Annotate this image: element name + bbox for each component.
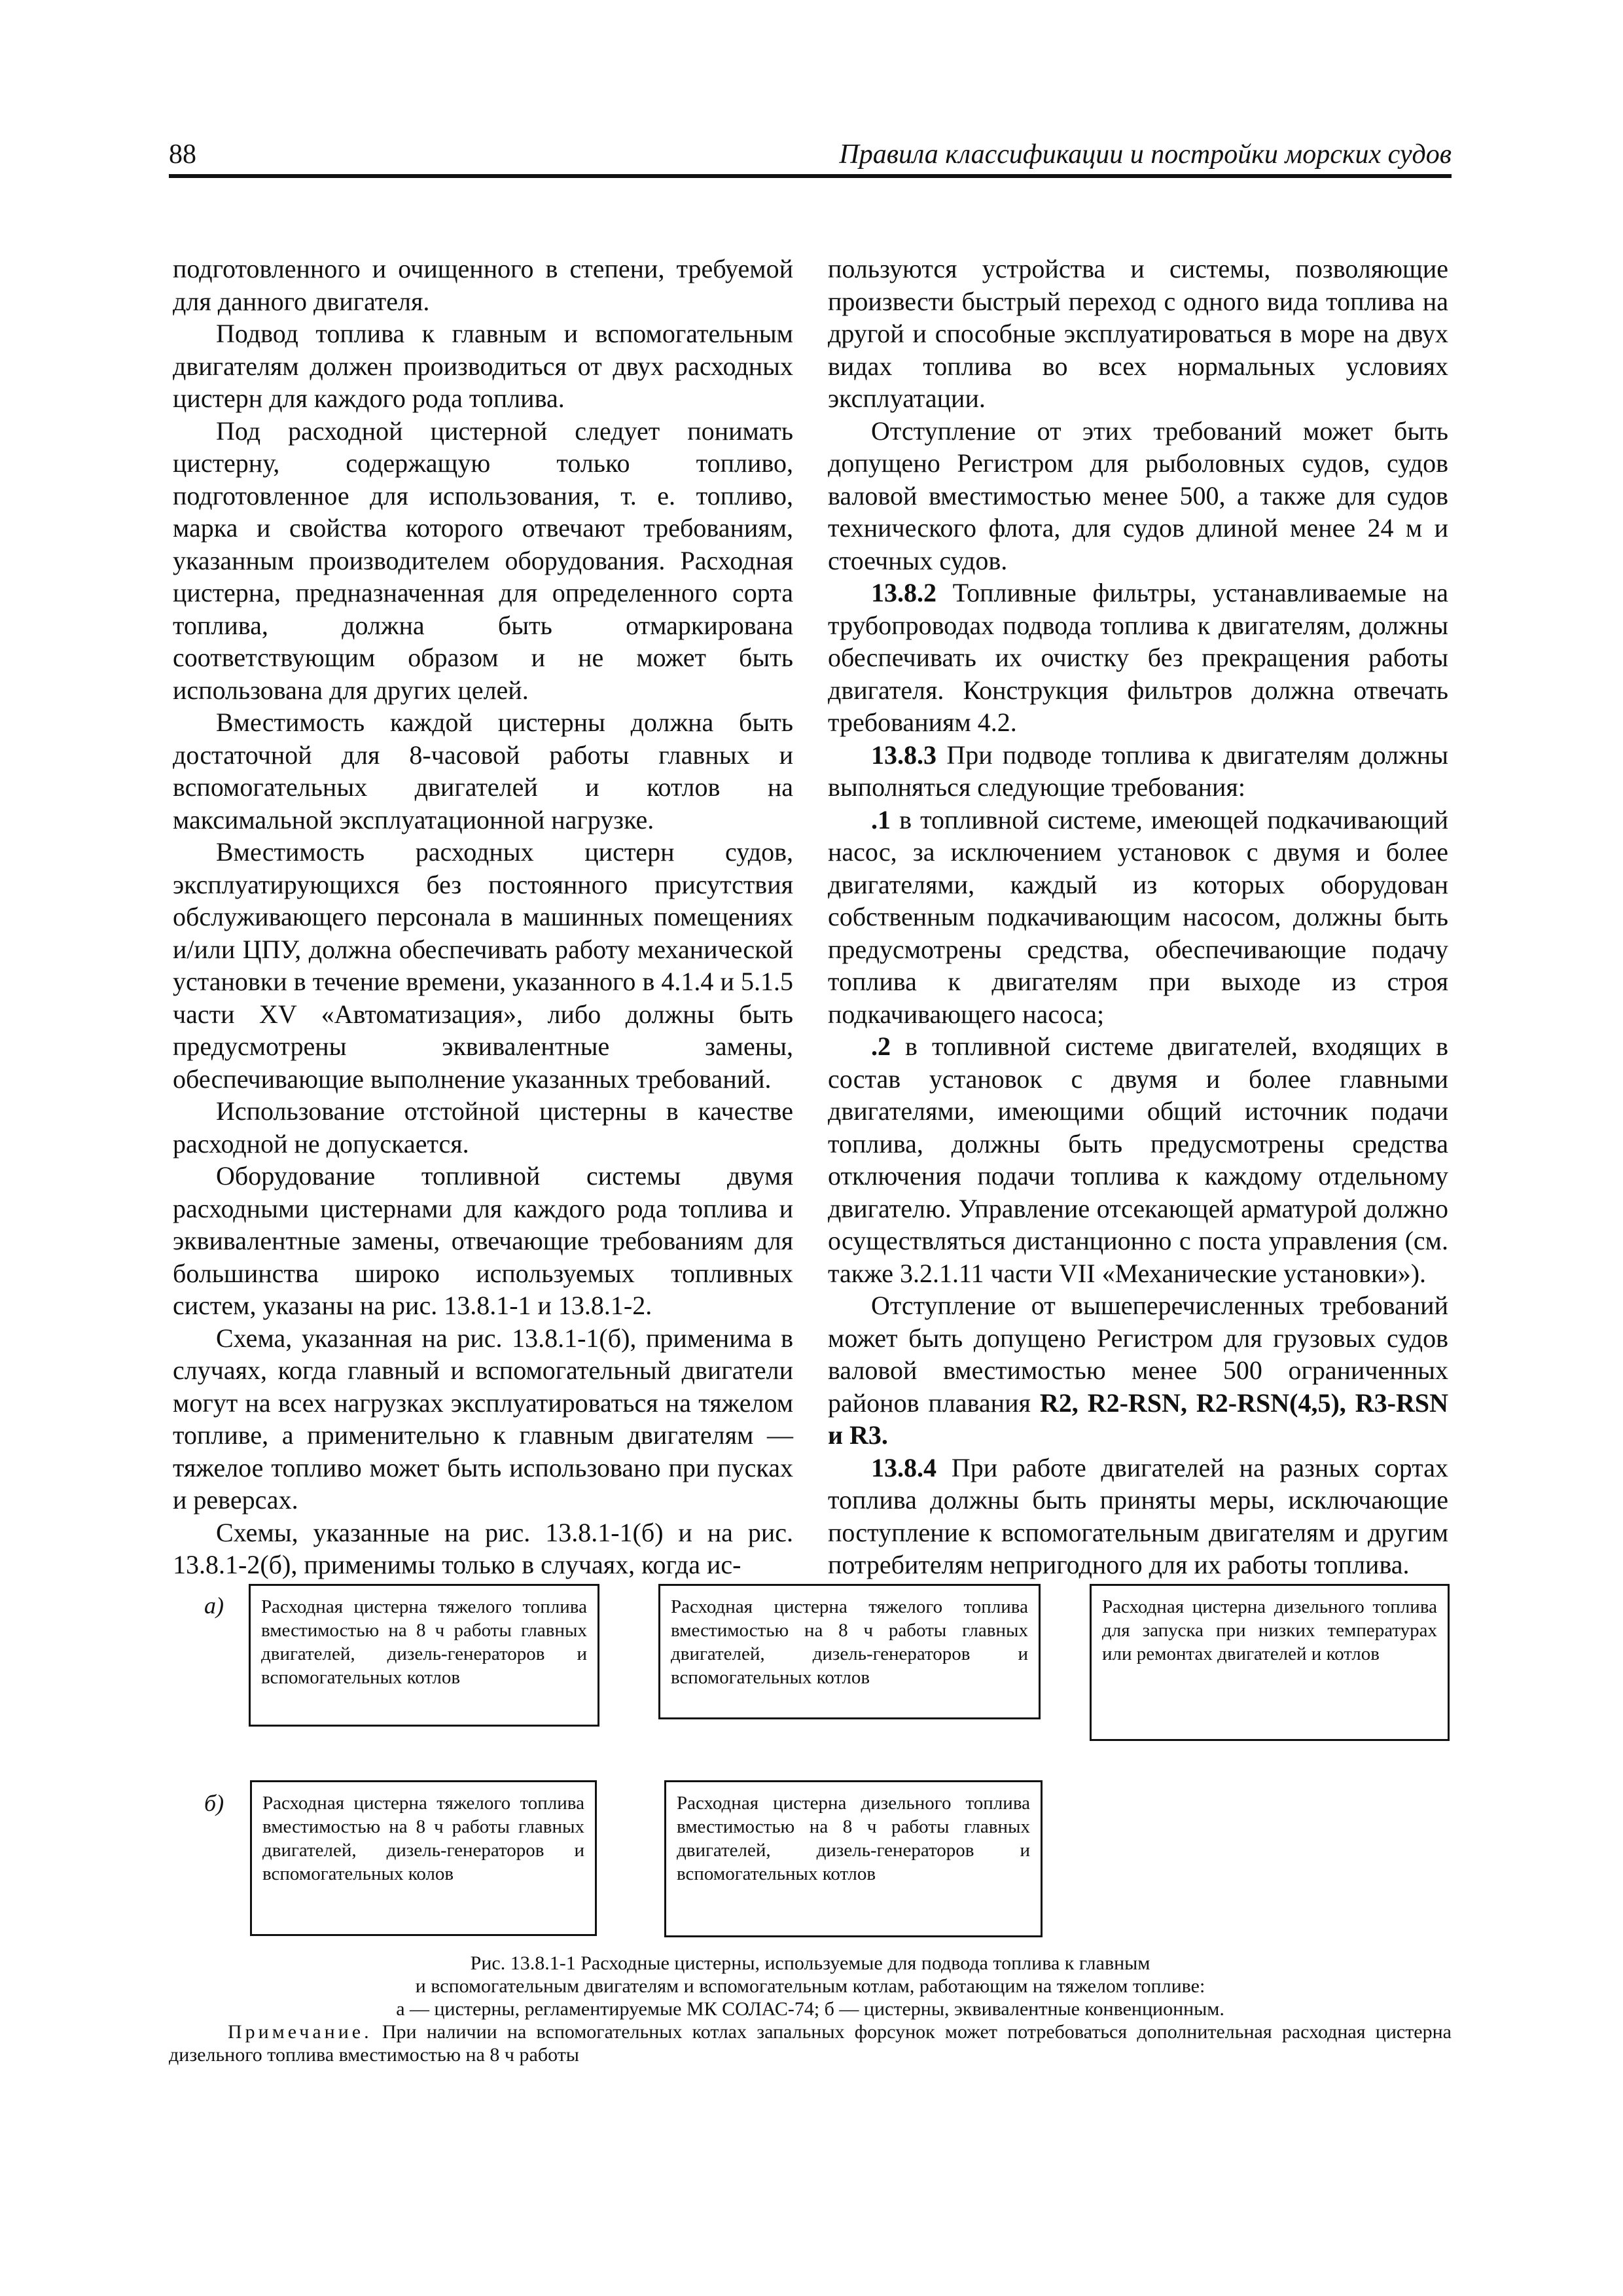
figure-caption-line: а — цистерны, регламентируемые МК СОЛАС-74; б — цистерны, эквивалентные конвенционным. [396, 1998, 1224, 2020]
paragraph-text: в топливной системе, имеющей подкачивающий насос, за исключением установок с двумя и более двигателями, каждый из которых оборудован собственным подкачивающим насосом, должны быть предусмотрены средства, обеспечивающие подачу топлива к двигателям при выходе из строя подкачивающего насоса; [828, 804, 1449, 1029]
paragraph: пользуются устройства и системы, позволяющие произвести быстрый переход с одного вида топлива на другой и способные эксплуатироваться в море на двух видах топлива во всех нормальных условиях эксплуатации. [828, 254, 1448, 413]
item-number: .2 [871, 1031, 891, 1061]
tank-box: Расходная цистерна тяжелого топлива вместимостью на 8 ч работы главных двигателей, дизель-генераторов и вспомогательных котлов [658, 1584, 1041, 1719]
paragraph: подготовленного и очищенного в степени, требуемой для данного двигателя. [173, 254, 793, 316]
tank-box: Расходная цистерна тяжелого топлива вместимостью на 8 ч работы главных двигателей, дизель-генераторов и вспомогательных котлов [249, 1584, 599, 1727]
paragraph-text: Отступление от вышеперечисленных требований может быть допущено Регистром для грузовых судов валовой вместимостью менее 500 ограниченных районов плавания [828, 1291, 1448, 1418]
running-title: Правила классификации и постройки морских судов [839, 139, 1452, 170]
paragraph: Вместимость каждой цистерны должна быть достаточной для 8-часовой работы главных и вспомогательных двигателей и котлов на максимальной эксплуатационной нагрузке. [173, 708, 793, 834]
area-codes: R2, R2-RSN, R2-RSN(4,5), R3-RSN и R3. [828, 1388, 1448, 1450]
section-number: 13.8.2 [871, 578, 936, 607]
header-rule [169, 174, 1452, 178]
figure-caption-line: Рис. 13.8.1-1 Расходные цистерны, используемые для подвода топлива к главным [470, 1952, 1150, 1974]
paragraph: Под расходной цистерной следует понимать цистерну, содержащую только топливо, подготовленное для использования, т. е. топливо, марка и свойства которого отвечают требованиям, указанным производителем оборудования. Расходная цистерна, предназначенная для определенного сорта топлива, должна быть отмаркирована соответствующим образом и не может быть использована для других целей. [173, 416, 793, 705]
paragraph-text: Топливные фильтры, устанавливаемые на трубопроводах подвода топлива к двигателям, должны обеспечивать их очистку без прекращения работы двигателя. Конструкция фильтров должна отвечать требованиям 4.2. [828, 578, 1448, 737]
paragraph: Подвод топлива к главным и вспомогательным двигателям должен производиться от двух расходных цистерн для каждого рода топлива. [173, 319, 793, 413]
paragraph: Оборудование топливной системы двумя расходными цистернами для каждого рода топлива и эквивалентные замены, отвечающие требованиям для большинства широко используемых топливных систем, указаны на рис. 13.8.1-1 и 13.8.1-2. [173, 1161, 793, 1320]
section-number: 13.8.3 [871, 740, 936, 770]
note-label: Примечание. [228, 2021, 372, 2043]
tank-box: Расходная цистерна дизельного топлива для запуска при низких температурах или ремонтах двигателей и котлов [1090, 1584, 1450, 1741]
paragraph: Отступление от этих требований может быть допущено Регистром для рыболовных судов, судов валовой вместимостью менее 500, а также для судов технического флота, для судов длиной менее 24 м и стоечных судов. [828, 416, 1448, 575]
paragraph [828, 804, 1448, 1031]
page-number: 88 [169, 139, 196, 170]
paragraph [828, 1289, 1448, 1452]
paragraph: Вместимость расходных цистерн судов, эксплуатирующихся без постоянного присутствия обслуживающего персонала в машинных помещениях и/или ЦПУ, должна обеспечивать работу механической установки в течение времени, указанного в 4.1.4 и 5.1.5 части XV «Автоматизация», либо должны быть предусмотрены эквивалентные замены, обеспечивающие выполнение указанных требований. [173, 837, 793, 1094]
paragraph [828, 739, 1448, 804]
left-column [173, 253, 793, 1581]
tank-box: Расходная цистерна тяжелого топлива вместимостью на 8 ч работы главных двигателей, дизель-генераторов и вспомогательных колов [250, 1780, 597, 1936]
paragraph-text: в топливной системе двигателей, входящих в состав установок с двумя и более главными двигателями, имеющими общий источник подачи топлива, должны быть предусмотрены средства отключения подачи топлива к каждому отдельному двигателю. Управление отсекающей арматурой должно осуществляться дистанционно с поста управления (см. также 3.2.1.11 части VII «Механические установки»). [828, 1031, 1448, 1288]
paragraph-text: При работе двигателей на разных сортах топлива должны быть приняты меры, исключающие поступление к вспомогательным двигателям и другим потребителям непригодного для их работы топлива. [828, 1452, 1448, 1579]
tank-box: Расходная цистерна дизельного топлива вместимостью на 8 ч работы главных двигателей, дизель-генераторов и вспомогательных котлов [664, 1780, 1043, 1937]
paragraph: Использование отстойной цистерны в качестве расходной не допускается. [173, 1096, 793, 1158]
paragraph [828, 577, 1448, 739]
figure-note [169, 2020, 1452, 2066]
section-number: 13.8.4 [871, 1452, 936, 1482]
paragraph [828, 1030, 1448, 1289]
item-number: .1 [871, 804, 891, 834]
figure-label-b: б) [204, 1790, 224, 1816]
paragraph [828, 1452, 1448, 1581]
figure-caption-line: и вспомогательным двигателям и вспомогательным котлам, работающим на тяжелом топливе: [415, 1975, 1205, 1997]
right-column [828, 253, 1448, 1581]
paragraph: Схема, указанная на рис. 13.8.1-1(б), применима в случаях, когда главный и вспомогательный двигатели могут на всех нагрузках эксплуатироваться на тяжелом топливе, а применительно к главным двигателям — тяжелое топливо может быть использовано при пусках и реверсах. [173, 1323, 793, 1515]
figure-label-a: а) [204, 1592, 224, 1619]
paragraph-text: При подводе топлива к двигателям должны выполняться следующие требования: [828, 740, 1448, 802]
paragraph: Схемы, указанные на рис. 13.8.1-1(б) и на рис. 13.8.1-2(б), применимы только в случаях, когда ис- [173, 1517, 793, 1579]
note-text: При наличии на вспомогательных котлах запальных форсунок может потребоваться дополнительная расходная цистерна дизельного топлива вместимостью на 8 ч работы [169, 2021, 1452, 2066]
